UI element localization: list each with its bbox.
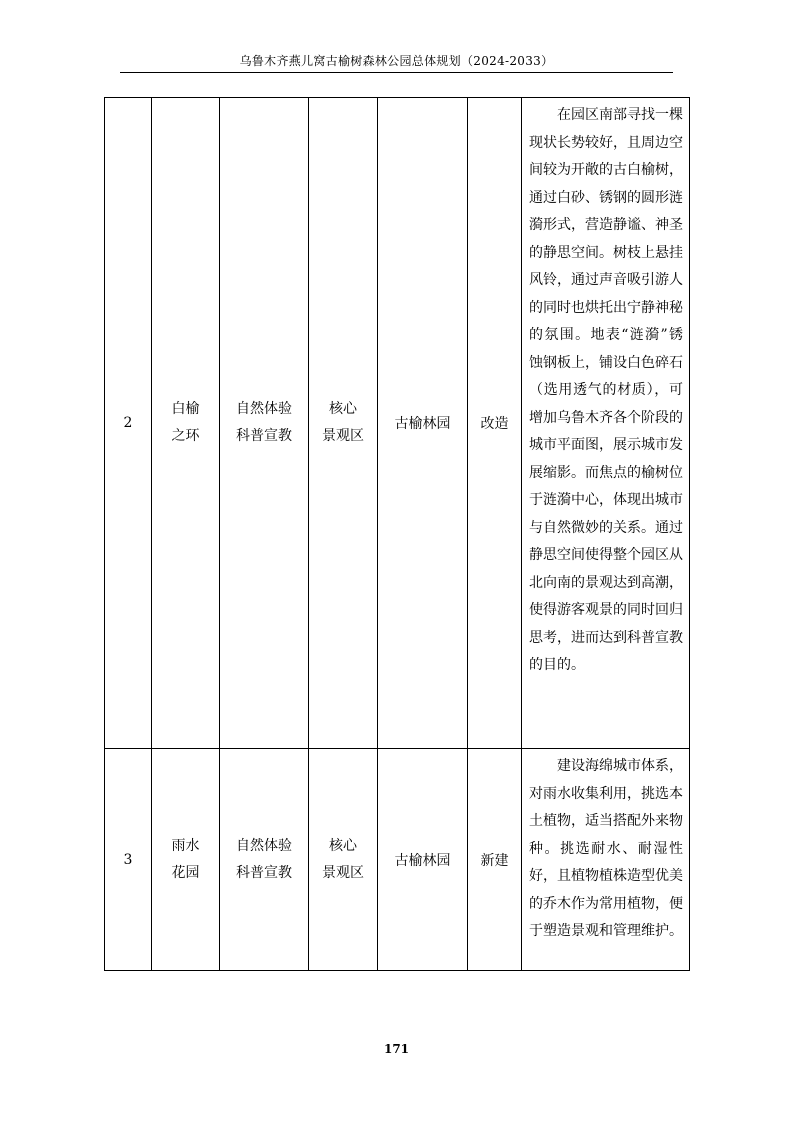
project-description [522,98,690,749]
row-number: 3 [105,749,152,971]
project-zone [309,98,378,749]
project-name [152,98,220,749]
project-description-text: 建设海绵城市体系，对雨水收集利用，挑选本土植物，适当搭配外来物种。挑选耐水、耐湿性好，且植物植株造型优美的乔木作为常用植物，便于塑造景观和管理维护。 [529,758,683,939]
project-area: 古榆林园 [378,98,468,749]
project-name-line: 花园 [171,864,200,881]
project-name [152,749,220,971]
project-type: 改造 [468,98,522,749]
project-function [220,98,309,749]
table-row [105,98,690,749]
project-table [104,97,690,971]
header-title: 乌鲁木齐燕儿窝古榆树森林公园总体规划（2024-2033） [239,54,554,68]
project-function [220,749,309,971]
row-number: 2 [105,98,152,749]
project-function-line: 自然体验 [236,401,292,417]
page-number: 171 [383,1042,410,1056]
header-rule [120,72,673,73]
table-row [105,749,690,971]
project-zone-line: 景观区 [322,428,364,444]
project-description-text: 在园区南部寻找一棵现状长势较好，且周边空间较为开敞的古白榆树，通过白砂、锈钢的圆形涟漪形式，营造静谧、神圣的静思空间。树枝上悬挂风铃，通过声音吸引游人的同时也烘托出宁静神秘的氛围。地表“涟漪”锈蚀钢板上，铺设白色碎石（选用透气的材质），可增加乌鲁木齐各个阶段的城市平面图，展示城市发展缩影。而焦点的榆树位于涟漪中心，体现出城市与自然微妙的关系。通过静思空间使得整个园区从北向南的景观达到高潮，使得游客观景的同时回归思考，进而达到科普宣教的目的。 [529,107,683,673]
project-name-line: 雨水 [171,837,200,854]
project-function-line: 科普宣教 [236,864,292,881]
project-area: 古榆林园 [378,749,468,971]
project-zone [309,749,378,971]
project-type: 新建 [468,749,522,971]
project-zone-line: 景观区 [322,864,364,881]
project-function-line: 科普宣教 [236,428,292,444]
project-zone-line: 核心 [329,837,357,854]
project-name-line: 白榆 [171,401,200,417]
project-description [522,749,690,971]
project-function-line: 自然体验 [236,837,292,854]
project-name-line: 之环 [171,428,200,444]
project-zone-line: 核心 [329,401,357,417]
